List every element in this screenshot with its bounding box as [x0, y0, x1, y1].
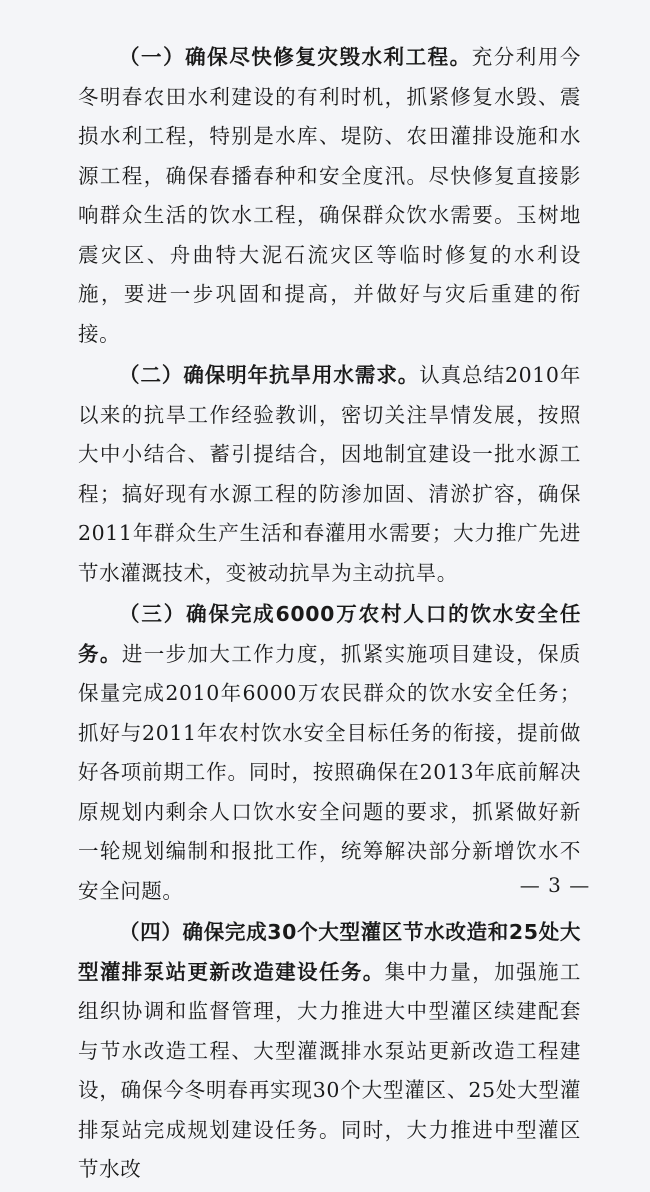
paragraph-3: [78, 595, 581, 911]
document-body: [78, 38, 581, 1192]
paragraph-2-heading: （二）确保明年抗旱用水需求。: [119, 363, 420, 387]
paragraph-1-heading: （一）确保尽快修复灾毁水利工程。: [119, 45, 472, 69]
page-number: — 3 —: [519, 873, 591, 897]
paragraph-3-body: 进一步加大工作力度，抓紧实施项目建设，保质保量完成2010年6000万农民群众的饮水安全任务；抓好与2011年农村饮水安全目标任务的衔接，提前做好各项前期工作。同时，按照确保在2013年底前解决原规划内剩余人口饮水安全问题的要求，抓紧做好新一轮规划编制和报批工作，统筹解决部分新增饮水不安全问题。: [78, 641, 581, 903]
paragraph-4-heading: （四）确保完成30个大型灌区节水改造和25处大型灌排泵站更新改造建设任务。: [78, 920, 581, 984]
paragraph-3-heading: （三）确保完成6000万农村人口的饮水安全任务。: [78, 602, 581, 666]
paragraph-2: [78, 356, 581, 593]
paragraph-1-body: 充分利用今冬明春农田水利建设的有利时机，抓紧修复水毁、震损水利工程，特别是水库、堤防、农田灌排设施和水源工程，确保春播春种和安全度汛。尽快修复直接影响群众生活的饮水工程，确保群众饮水需要。玉树地震灾区、舟曲特大泥石流灾区等临时修复的水利设施，要进一步巩固和提高，并做好与灾后重建的衔接。: [78, 45, 581, 346]
paragraph-4-body: 集中力量，加强施工组织协调和监督管理，大力推进大中型灌区续建配套与节水改造工程、大型灌溉排水泵站更新改造工程建设，确保今冬明春再实现30个大型灌区、25处大型灌排泵站完成规划建设任务。同时，大力推进中型灌区节水改: [78, 959, 581, 1181]
paragraph-1: [78, 38, 581, 354]
paragraph-2-body: 认真总结2010年以来的抗旱工作经验教训，密切关注旱情发展，按照大中小结合、蓄引提结合，因地制宜建设一批水源工程；搞好现有水源工程的防渗加固、清淤扩容，确保2011年群众生产生活和春灌用水需要；大力推广先进节水灌溉技术，变被动抗旱为主动抗旱。: [78, 363, 581, 585]
paragraph-4: [78, 913, 581, 1190]
